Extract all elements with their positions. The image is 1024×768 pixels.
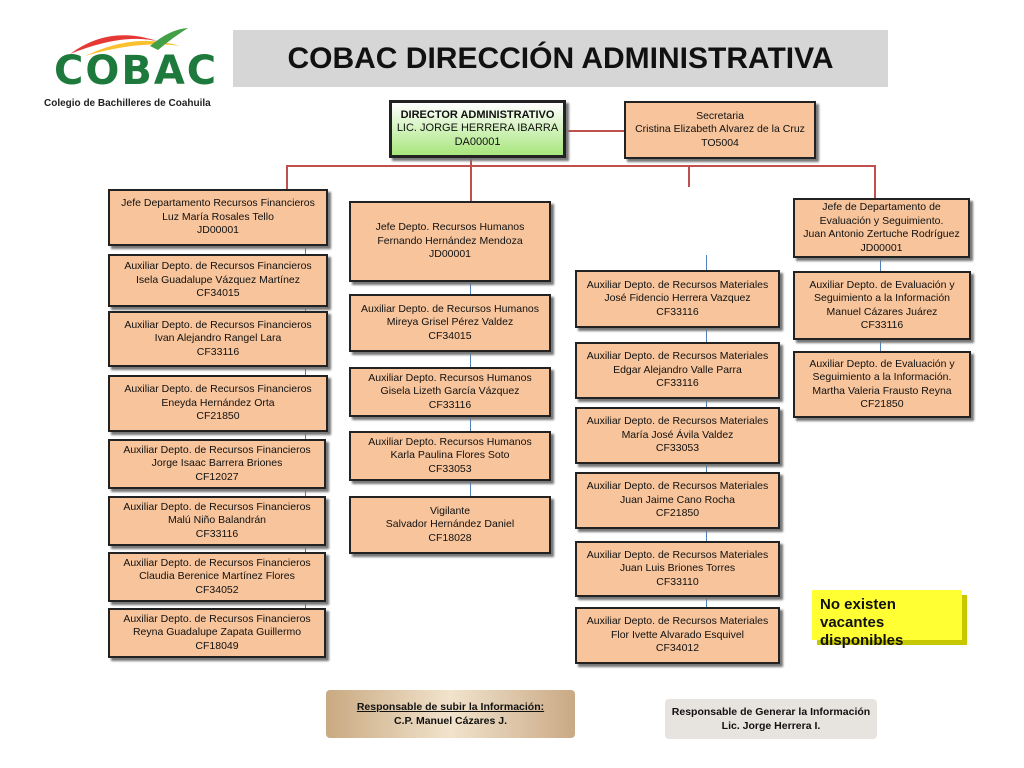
director-name: LIC. JORGE HERRERA IBARRA — [396, 122, 559, 135]
financieros-aux-box — [108, 552, 326, 602]
financieros-jefe-box — [108, 189, 328, 246]
box-person: Manuel Cázares Juárez — [826, 305, 938, 318]
financieros-aux-box — [108, 496, 326, 546]
box-person: Gisela Lizeth García Vázquez — [380, 385, 520, 398]
box-role: Vigilante — [429, 504, 471, 517]
box-role: Auxiliar Depto. de Evaluación y — [809, 357, 955, 370]
financieros-aux-box — [108, 375, 328, 432]
materiales-aux-box — [575, 541, 780, 597]
box-code: JD00001 — [428, 248, 472, 261]
humanos-aux-box — [349, 367, 551, 417]
financieros-aux-box — [108, 311, 328, 367]
secretaria-box — [624, 101, 816, 159]
secretaria-name: Cristina Elizabeth Alvarez de la Cruz — [635, 123, 805, 136]
connector-financieros — [286, 165, 288, 189]
box-person: Mireya Grisel Pérez Valdez — [386, 316, 514, 329]
vigilante-box — [349, 496, 551, 554]
box-person: Claudia Berenice Martínez Flores — [139, 570, 295, 583]
box-code: CF33116 — [656, 377, 699, 390]
box-person: Jorge Isaac Barrera Briones — [151, 457, 283, 470]
box-code: CF33053 — [655, 442, 700, 455]
logo-word: COBAC — [54, 48, 219, 94]
logo-subtitle: Colegio de Bachilleres de Coahuila — [44, 98, 211, 109]
box-code: CF34012 — [655, 642, 700, 655]
box-code: CF34052 — [195, 583, 239, 596]
box-person: Juan Antonio Zertuche Rodríguez — [803, 228, 960, 240]
responsable-subir-box — [326, 690, 575, 738]
box-code: CF18049 — [195, 639, 239, 652]
box-person: Isela Guadalupe Vázquez Martínez — [135, 273, 301, 286]
box-role: Auxiliar Depto. de Recursos Financieros — [124, 383, 312, 396]
humanos-aux-box — [349, 294, 551, 352]
box-person: Edgar Alejandro Valle Parra — [613, 363, 742, 376]
connector-materiales — [688, 165, 690, 187]
box-role: Auxiliar Depto. de Recursos Financieros — [123, 443, 311, 456]
materiales-aux-box — [575, 270, 780, 328]
box-person: Ivan Alejandro Rangel Lara — [154, 332, 282, 345]
box-person: Salvador Hernández Daniel — [385, 518, 515, 531]
box-role: Auxiliar Depto. de Recursos Humanos — [361, 302, 539, 315]
box-person: José Fidencio Herrera Vazquez — [604, 292, 751, 305]
financieros-aux-box — [108, 439, 326, 489]
box-code: CF12027 — [195, 470, 239, 483]
box-role: Auxiliar Depto. de Recursos Financieros — [123, 612, 311, 625]
humanos-jefe-box — [349, 201, 551, 282]
box-code: CF33116 — [656, 305, 699, 318]
box-person: Luz María Rosales Tello — [162, 210, 274, 223]
evaluacion-aux-box — [793, 271, 971, 340]
box-person: Reyna Guadalupe Zapata Guillermo — [132, 626, 302, 639]
box-role: Auxiliar Depto. Recursos Humanos — [368, 435, 532, 448]
cobac-logo — [40, 24, 240, 109]
box-code: JD00001 — [196, 224, 240, 237]
box-code: JD00001 — [860, 241, 903, 254]
materiales-aux-box — [575, 472, 780, 529]
materiales-aux-box — [575, 342, 780, 399]
box-role-cont: Seguimiento a la Información. — [812, 371, 952, 383]
box-code: CF33116 — [860, 319, 904, 331]
connector-evaluacion — [874, 165, 876, 198]
box-role: Auxiliar Depto. de Recursos Materiales — [586, 350, 769, 363]
box-role: Jefe Departamento Recursos Financieros — [121, 197, 315, 210]
vacantes-note: No existen vacantes disponibles — [812, 590, 962, 640]
responsable-generar-name: Lic. Jorge Herrera I. — [721, 720, 821, 732]
box-code: CF34015 — [196, 287, 240, 300]
box-role: Auxiliar Depto. de Recursos Materiales — [586, 615, 769, 628]
materiales-aux-box — [575, 407, 780, 464]
box-role: Auxiliar Depto. de Recursos Financieros — [124, 318, 312, 331]
box-person: Flor Ivette Alvarado Esquivel — [610, 628, 745, 641]
box-person: Fernando Hernández Mendoza — [377, 234, 523, 247]
box-code: CF33053 — [428, 462, 472, 475]
humanos-aux-box — [349, 431, 551, 481]
box-code: CF33116 — [195, 527, 239, 540]
page-title: COBAC DIRECCIÓN ADMINISTRATIVA — [233, 30, 888, 87]
box-role-cont: Seguimiento a la Información — [814, 292, 950, 304]
box-code: CF18028 — [428, 531, 472, 544]
box-role: Auxiliar Depto. de Recursos Materiales — [586, 415, 769, 428]
box-code: CF33110 — [656, 575, 699, 588]
box-role: Auxiliar Depto. de Recursos Materiales — [586, 480, 769, 493]
evaluacion-jefe-box — [793, 198, 970, 258]
box-person: Malú Niño Balandrán — [167, 514, 267, 527]
box-person: Martha Valeria Frausto Reyna — [812, 384, 952, 397]
box-role: Auxiliar Depto. de Evaluación y — [809, 278, 955, 291]
director-code: DA00001 — [454, 135, 501, 148]
box-code: CF21850 — [860, 398, 904, 410]
box-person: María José Ávila Valdez — [621, 428, 734, 441]
financieros-aux-box — [108, 608, 326, 658]
box-code: CF34015 — [428, 329, 472, 342]
connector-director-secretaria — [566, 130, 624, 132]
director-title: DIRECTOR ADMINISTRATIVO — [400, 108, 555, 121]
box-role: Auxiliar Depto. de Recursos Financieros — [123, 556, 311, 569]
box-role-cont: Evaluación y Seguimiento. — [819, 214, 944, 227]
secretaria-code: TO5004 — [701, 136, 739, 149]
responsable-generar-label: Responsable de Generar la Información — [671, 706, 871, 718]
responsable-generar-box — [665, 699, 877, 739]
box-role: Auxiliar Depto. de Recursos Materiales — [586, 278, 769, 291]
box-person: Juan Jaime Cano Rocha — [620, 493, 735, 506]
box-person: Eneyda Hernández Orta — [161, 396, 275, 409]
box-code: CF21850 — [196, 410, 240, 423]
box-role: Jefe Depto. Recursos Humanos — [375, 221, 525, 234]
responsable-subir-name: C.P. Manuel Cázares J. — [393, 715, 508, 727]
box-person: Karla Paulina Flores Soto — [390, 449, 510, 462]
evaluacion-aux-box — [793, 351, 971, 418]
box-role: Jefe de Departamento de — [822, 201, 941, 213]
box-code: CF21850 — [655, 507, 700, 520]
box-code: CF33116 — [196, 345, 240, 358]
box-role: Auxiliar Depto. Recursos Humanos — [368, 371, 532, 384]
connector-humanos — [470, 165, 472, 202]
connector-horizontal — [286, 165, 876, 167]
secretaria-title: Secretaria — [696, 109, 744, 122]
financieros-aux-box — [108, 254, 328, 307]
box-role: Auxiliar Depto. de Recursos Materiales — [586, 548, 769, 561]
responsable-subir-label: Responsable de subir la Información: — [356, 701, 545, 713]
director-box — [389, 100, 566, 158]
box-person: Juan Luis Briones Torres — [619, 562, 736, 575]
box-role: Auxiliar Depto. de Recursos Financieros — [123, 500, 311, 513]
box-code: CF33116 — [428, 398, 472, 411]
box-role: Auxiliar Depto. de Recursos Financieros — [124, 260, 312, 273]
materiales-aux-box — [575, 607, 780, 664]
